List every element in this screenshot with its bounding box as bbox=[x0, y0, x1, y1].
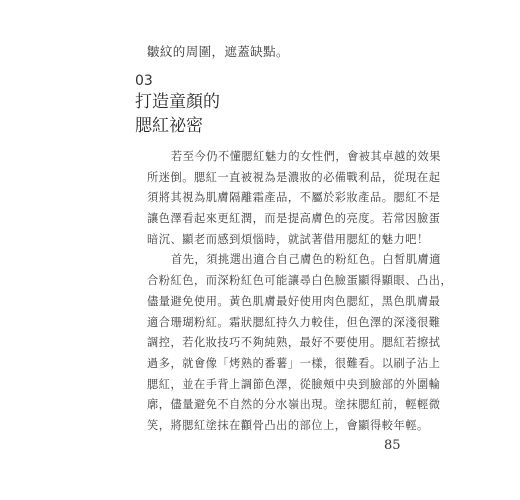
body-text bbox=[147, 147, 453, 437]
body-line: 合粉紅色，而深粉紅色可能讓尋白色臉蛋顯得顯眼、凸出， bbox=[147, 274, 453, 288]
body-line: 腮紅，並在手背上調節色澤，從臉頰中央到臉部的外圍輪 bbox=[147, 377, 441, 391]
body-line: 過多，就會像「烤熟的番薯」一樣，很難看。以刷子沾上 bbox=[147, 356, 441, 370]
body-line: 儘量避免使用。黃色肌膚最好使用肉色腮紅，黑色肌膚最 bbox=[147, 294, 441, 308]
body-line: 讓色澤看起來更紅潤，而是提高膚色的亮度。若常因臉蛋 bbox=[147, 212, 441, 226]
body-line: 笑，將腮紅塗抹在顴骨凸出的部位上，會顯得較年輕。 bbox=[147, 418, 429, 432]
body-line: 暗沉、顯老而感到煩惱時，就試著借用腮紅的魅力吧！ bbox=[147, 232, 429, 246]
section-title bbox=[135, 90, 220, 138]
section-number: 03 bbox=[135, 73, 153, 89]
section-title-line-1: 打造童顏的 bbox=[135, 92, 220, 112]
section-title-line-2: 腮紅祕密 bbox=[135, 116, 203, 136]
body-line: 調控，若化妝技巧不夠純熟，最好不要使用。腮紅若擦拭 bbox=[147, 336, 441, 350]
body-line: 廓，儘量避免不自然的分水嶺出現。塗抹腮紅前，輕輕微 bbox=[147, 398, 441, 412]
page-number: 85 bbox=[384, 438, 401, 453]
body-line: 若至今仍不懂腮紅魅力的女性們，會被其卓越的效果 bbox=[171, 150, 441, 163]
body-line: 首先，須挑選出適合自己膚色的粉紅色。白皙肌膚適 bbox=[171, 253, 441, 267]
body-line: 適合珊瑚粉紅。霜狀腮紅持久力較佳，但色澤的深淺很難 bbox=[147, 315, 441, 329]
body-line: 須將其視為肌膚隔離霜產品，不屬於彩妝產品。腮紅不是 bbox=[147, 191, 441, 205]
carry-over-line: 皺紋的周圍，遮蓋缺點。 bbox=[147, 44, 289, 59]
body-line: 所迷倒。腮紅一直被視為是濃妝的必備戰利品，從現在起 bbox=[147, 170, 441, 184]
